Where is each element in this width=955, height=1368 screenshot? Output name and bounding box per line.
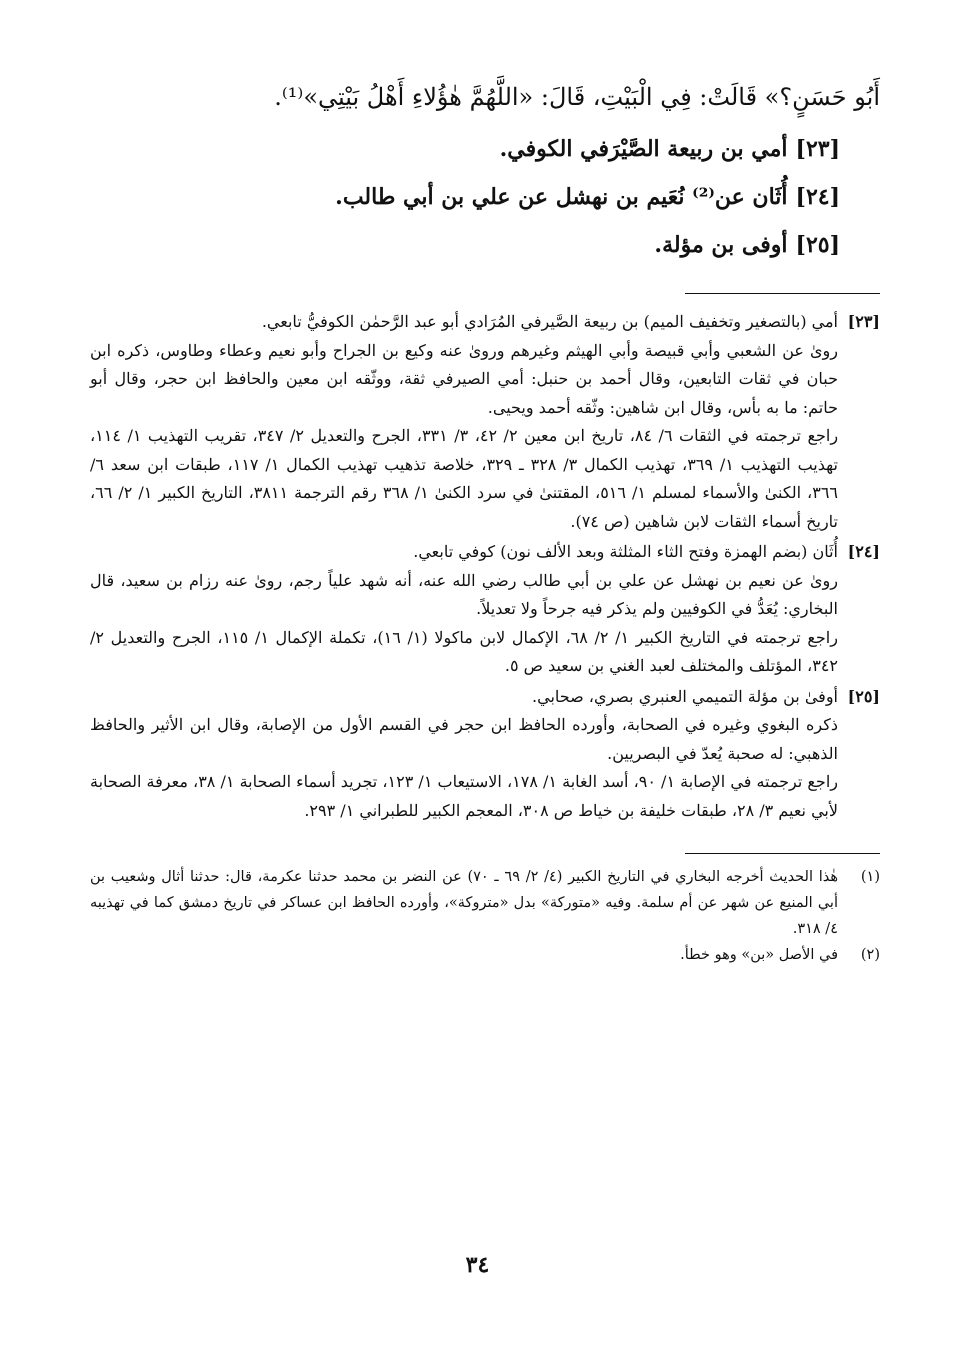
note-paragraph: ذكره البغوي وغيره في الصحابة، وأورده الحافظ ابن حجر في القسم الأول من الإصابة، وقال ابن الأثير والحافظ الذهبي: له صحبة يُعدّ في البصريين. bbox=[90, 715, 838, 763]
note-number: [٢٣] bbox=[847, 312, 880, 331]
note-paragraph: راجع ترجمته في الإصابة ١/ ٩٠، أسد الغابة ١/ ١٧٨، الاستيعاب ١/ ١٢٣، تجريد أسماء الصحابة ١/ ٣٨، معرفة الصحابة لأبي نعيم ٣/ ٢٨، طبقات خليفة بن خياط ص ٣٠٨، المعجم الكبير للطبراني ١/ ٢٩٣. bbox=[90, 772, 838, 820]
entry-text: أمي بن ربيعة الصَّيْرَفي الكوفي. bbox=[499, 136, 788, 162]
note-paragraph: أمي (بالتصغير وتخفيف الميم) بن ربيعة الصَّيرفي المُرَادي أبو عبد الرَّحمٰن الكوفيُّ تابعي. bbox=[261, 312, 838, 331]
entry-25 bbox=[90, 221, 840, 269]
entry-text: أوفى بن مؤلة. bbox=[654, 232, 788, 258]
footnote-text: هٰذا الحديث أخرجه البخاري في التاريخ الكبير (٤/ ٢/ ٦٩ ـ ٧٠) عن النضر بن محمد حدثنا عكرمة، قال: حدثنا أثال وشعيب بن أبي المنيع عن شهر عن أم سلمة. وفيه «متوركة» بدل «متروكة»، وأورده الحافظ ابن عساكر في تاريخ دمشق كما في تهذيبه ٤/ ٣١٨. bbox=[90, 869, 838, 937]
note-25 bbox=[90, 683, 880, 826]
note-23 bbox=[90, 308, 880, 536]
hadith-text-line: أَبُو حَسَنٍ؟» قَالَتْ: فِي الْبَيْتِ، قَالَ: «اللَّهُمَّ هٰؤُلاءِ أَهْلُ بَيْتِي»⁽¹⁾. bbox=[274, 83, 880, 111]
footnote-number: (٢) bbox=[860, 947, 880, 963]
footnote-divider bbox=[685, 853, 880, 854]
note-24 bbox=[90, 538, 880, 681]
section-divider bbox=[685, 293, 880, 294]
entry-number: [٢٤] bbox=[795, 184, 840, 210]
note-paragraph: راجع ترجمته في التاريخ الكبير ١/ ٢/ ٦٨، الإكمال لابن ماكولا (١/ ١٦)، تكملة الإكمال ١/ ١١٥، الجرح والتعديل ٢/ ٣٤٢، المؤتلف والمختلف لعبد الغني بن سعيد ص ٥. bbox=[90, 627, 838, 675]
entry-23 bbox=[90, 125, 840, 173]
entry-24 bbox=[90, 173, 840, 221]
note-paragraph: روىٰ عن الشعبي وأبي قبيصة وأبي الهيثم وغيرهم وروىٰ عنه وكيع بن الجراح وأبو نعيم وعطاء وطاوس، ذكره ابن حبان في ثقات التابعين، وقال أحمد بن حنبل: أمي الصيرفي ثقة، ووثّقه ابن معين والحافظ ابن حجر، وقال أبو حاتم: ما به بأس، وقال ابن شاهين: وثّقه أحمد ويحيى. bbox=[90, 340, 839, 417]
note-body bbox=[90, 683, 838, 826]
footnote-text: في الأصل «بن» وهو خطأ. bbox=[680, 947, 838, 963]
note-paragraph: أُثَان (بضم الهمزة وفتح الثاء المثلثة وبعد الألف نون) كوفي تابعي. bbox=[413, 542, 838, 561]
note-body bbox=[90, 538, 838, 681]
page-number: ٣٤ bbox=[465, 1252, 490, 1278]
note-number: [٢٥] bbox=[847, 686, 880, 706]
note-body bbox=[90, 308, 838, 536]
note-paragraph: أوفىٰ بن مؤلة التميمي العنبري بصري، صحابي. bbox=[532, 686, 838, 706]
entry-text: أُثَان عن⁽²⁾ نُعَيم بن نهشل عن علي بن أبي طالب. bbox=[335, 184, 788, 210]
footnote-1 bbox=[90, 864, 880, 942]
entry-number: [٢٣] bbox=[795, 136, 840, 162]
note-paragraph: راجع ترجمته في الثقات ٦/ ٨٤، تاريخ ابن معين ٢/ ٤٢، ٣/ ٣٣١، الجرح والتعديل ٢/ ٣٤٧، تقريب التهذيب ١/ ١١٤، تهذيب التهذيب ١/ ٣٦٩، تهذيب الكمال ٣/ ٣٢٨ ـ ٣٢٩، خلاصة تذهيب تهذيب الكمال ١/ ١١٧، طبقات ابن سعد ٦/ ٣٦٦، الكنىٰ والأسماء لمسلم ١/ ٥١٦، المقتنىٰ في سرد الكنىٰ ١/ ٣٦٨ رقم الترجمة ٣٨١١، التاريخ الكبير ١/ ٢/ ٦٦، تاريخ أسماء الثقات لابن شاهين (ص ٧٤). bbox=[90, 426, 839, 531]
footnote-number: (١) bbox=[860, 869, 880, 885]
entry-list bbox=[90, 125, 840, 269]
note-number: [٢٤] bbox=[847, 542, 880, 561]
footnote-2 bbox=[90, 942, 880, 968]
note-paragraph: روىٰ عن نعيم بن نهشل عن علي بن أبي طالب رضي الله عنه، أنه شهد علياً رجم، روىٰ عنه رزام بن سعيد، قال البخاري: يُعَدُّ في الكوفيين ولم يذكر فيه جرحاً ولا تعديلاً. bbox=[90, 570, 839, 618]
page-body bbox=[90, 75, 880, 968]
entry-number: [٢٥] bbox=[795, 232, 840, 258]
